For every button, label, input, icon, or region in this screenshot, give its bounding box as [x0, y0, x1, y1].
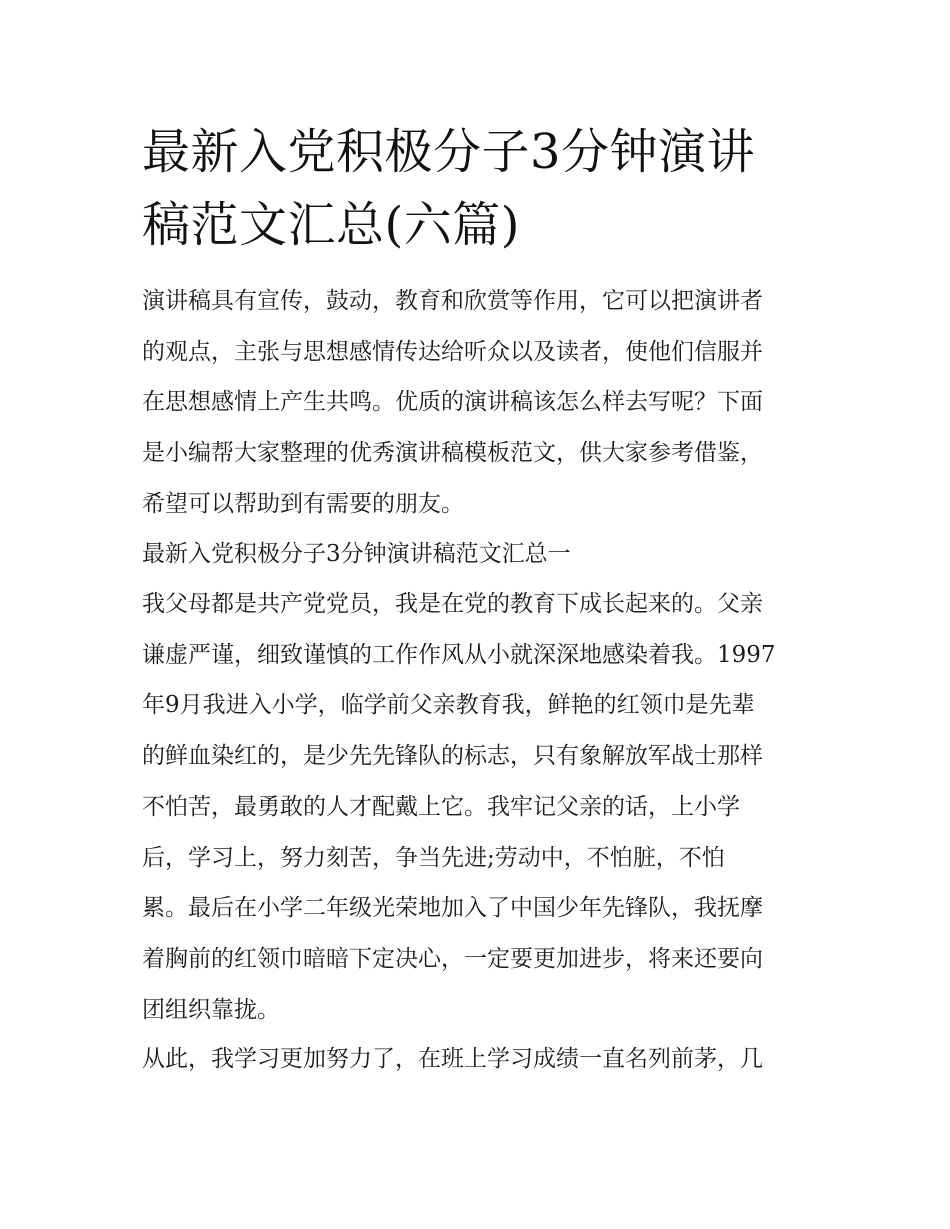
paragraph-line: 团组织靠拢。	[142, 996, 280, 1023]
body-paragraph-2	[142, 1034, 812, 1085]
body-paragraph-1	[142, 579, 812, 1035]
paragraph-line: 累。最后在小学二年级光荣地加入了中国少年先锋队，我抚摩	[142, 895, 763, 922]
title-line-1: 最新入党积极分子3分钟演讲	[142, 124, 756, 180]
document-title	[142, 116, 812, 262]
intro-line: 在思想感情上产生共鸣。优质的演讲稿该怎么样去写呢？下面	[142, 389, 763, 416]
intro-line: 演讲稿具有宣传，鼓动，教育和欣赏等作用，它可以把演讲者	[142, 288, 763, 314]
intro-line: 是小编帮大家整理的优秀演讲稿模板范文，供大家参考借鉴，	[142, 440, 763, 467]
paragraph-line: 谦虚严谨，细致谨慎的工作作风从小就深深地感染着我。1997	[142, 641, 776, 668]
paragraph-line: 不怕苦，最勇敢的人才配戴上它。我牢记父亲的话，上小学	[142, 793, 740, 820]
intro-paragraph	[142, 276, 812, 529]
intro-line: 的观点，主张与思想感情传达给听众以及读者，使他们信服并	[142, 338, 763, 365]
title-line-2: 稿范文汇总(六篇)	[142, 197, 520, 253]
paragraph-line: 后，学习上，努力刻苦，争当先进;劳动中，不怕脏，不怕	[142, 844, 725, 871]
paragraph-line: 的鲜血染红的，是少先先锋队的标志，只有象解放军战士那样	[142, 743, 763, 770]
section-heading: 最新入党积极分子3分钟演讲稿范文汇总一	[142, 541, 571, 567]
paragraph-line: 着胸前的红领巾暗暗下定决心，一定要更加进步，将来还要向	[142, 945, 763, 972]
paragraph-line: 我父母都是共产党党员，我是在党的教育下成长起来的。父亲	[142, 591, 763, 617]
paragraph-line: 年9月我进入小学，临学前父亲教育我，鲜艳的红领巾是先辈	[142, 692, 755, 719]
paragraph-line: 从此，我学习更加努力了，在班上学习成绩一直名列前茅，几	[142, 1046, 763, 1072]
intro-line: 希望可以帮助到有需要的朋友。	[142, 490, 464, 517]
